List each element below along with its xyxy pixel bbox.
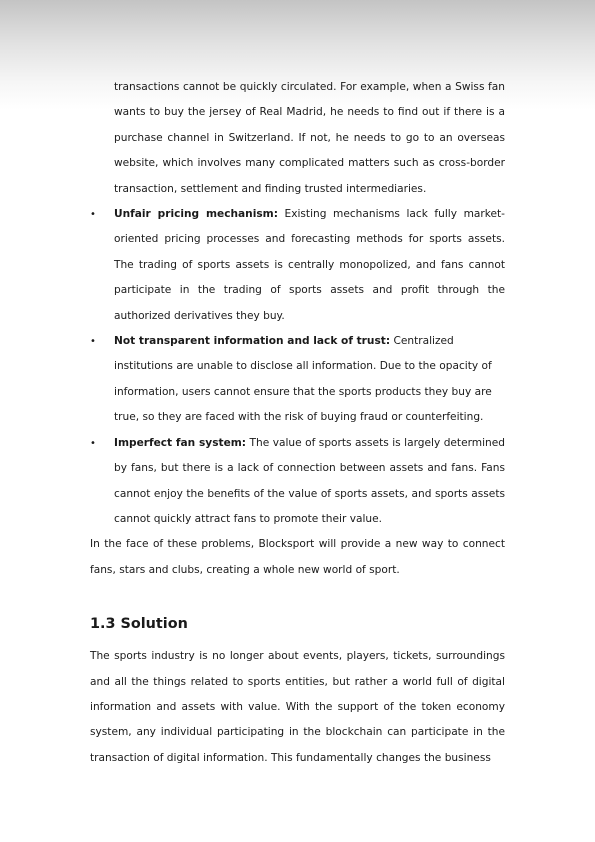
section-title: Solution	[120, 616, 188, 633]
page-body	[90, 75, 505, 771]
bullet-title: Imperfect fan system:	[114, 436, 247, 449]
continuation-paragraph: transactions cannot be quickly circulated. For example, when a Swiss fan wants to buy the jersey of Real Madrid, he needs to find out if there is a purchase channel in Switzerland. If not, he needs to go to an overseas website, which involves many complicated matters such as cross-border transaction, settlement and finding trusted intermediaries.	[114, 81, 505, 195]
bullet-icon: •	[90, 437, 96, 449]
closing-paragraph: In the face of these problems, Blocksport will provide a new way to connect fans, stars and clubs, creating a whole new world of sport.	[90, 538, 505, 576]
bullet-title: Unfair pricing mechanism:	[114, 208, 278, 221]
solution-paragraph: The sports industry is no longer about events, players, tickets, surroundings and all the things related to sports entities, but rather a world full of digital information and assets with value. With the support of the token economy system, any individual participating in the blockchain can participate in the transaction of digital information. This fundamentally changes the business	[90, 650, 505, 764]
bullet-text: Existing mechanisms lack fully market-oriented pricing processes and forecasting methods for sports assets. The trading of sports assets is centrally monopolized, and fans cannot participate in the trading of sports assets and profit through the authorized derivatives they buy.	[114, 208, 505, 322]
section-number: 1.3	[90, 616, 116, 633]
list-item-unfair-pricing	[90, 202, 505, 329]
bullet-title: Not transparent information and lack of trust:	[114, 335, 391, 348]
list-item-fan-system	[90, 431, 505, 533]
bullet-text: Centralized institutions are unable to disclose all information. Due to the opacity of information, users cannot ensure that the sports products they buy are true, so they are faced with the risk of buying fraud or counterfeiting.	[114, 335, 492, 424]
problem-list	[90, 202, 505, 532]
section-heading	[90, 612, 505, 636]
list-item-transparency	[90, 329, 505, 431]
bullet-icon: •	[90, 336, 96, 348]
bullet-text: The value of sports assets is largely determined by fans, but there is a lack of connection between assets and fans. Fans cannot enjoy the benefits of the value of sports assets, and sports assets cannot quickly attract fans to promote their value.	[114, 436, 505, 525]
bullet-icon: •	[90, 209, 96, 221]
